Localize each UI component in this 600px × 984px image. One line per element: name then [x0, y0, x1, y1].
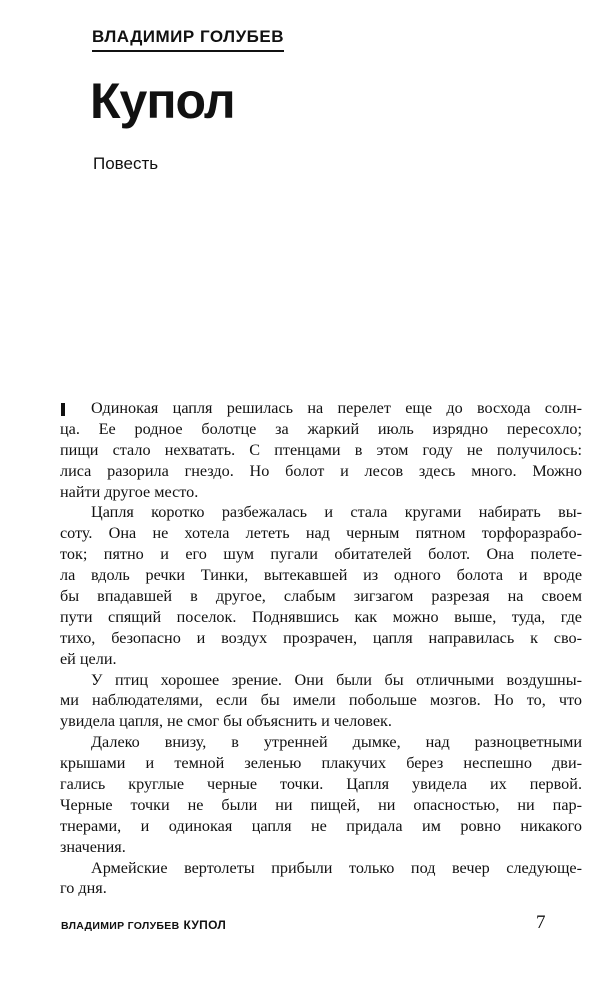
text-line: лиса разорила гнездо. Но болот и лесов здесь много. Можно	[60, 461, 582, 480]
text-line: Армейские вертолеты прибыли только под вечер следующе-	[91, 858, 582, 877]
text-line: ток; пятно и его шум пугали обитателей болот. Она полете-	[60, 545, 582, 564]
text-line: тихо, безопасно и воздух прозрачен, цапля направилась к сво-	[60, 628, 582, 647]
text-line: пищи стало нехватать. С птенцами в этом году не получилось:	[60, 440, 582, 459]
text-line: ми наблюдателями, если бы имели побольше мозгов. Но то, что	[60, 691, 582, 710]
text-line: ца. Ее родное болотце за жаркий июль изрядно пересохло;	[60, 419, 582, 438]
footer-title: КУПОЛ	[183, 918, 227, 932]
paragraph	[60, 858, 582, 900]
text-line: Цапля коротко разбежалась и стала кругами набирать вы-	[91, 503, 582, 522]
footer-author: ВЛАДИМИР ГОЛУБЕВ	[61, 920, 180, 932]
text-line: Далеко внизу, в утренней дымке, над разноцветными	[91, 733, 582, 752]
text-line: гались круглые черные точки. Цапля увидела их первой.	[60, 775, 582, 794]
paragraph	[60, 670, 582, 733]
text-line: тнерами, и одинокая цапля не придала им ровно никакого	[60, 816, 582, 835]
page-number: 7	[536, 912, 546, 933]
paragraph	[60, 732, 582, 857]
text-line: Черные точки не были ни пищей, ни опасностью, ни пар-	[60, 795, 582, 814]
text-line: У птиц хорошее зрение. Они были бы отличными воздушны-	[91, 670, 582, 689]
paragraph	[60, 398, 582, 502]
text-line: значения.	[60, 837, 126, 856]
text-line: соту. Она не хотела лететь над черным пятном торфоразрабо-	[60, 524, 582, 543]
text-line: ла вдоль речки Тинки, вытекавшей из одного болота и вроде	[60, 566, 582, 585]
author-name: ВЛАДИМИР ГОЛУБЕВ	[92, 27, 284, 52]
genre-subtitle: Повесть	[93, 154, 159, 173]
text-line: ей цели.	[60, 649, 117, 668]
text-line: крышами и темной зеленью плакучих берез неспешно дви-	[60, 754, 582, 773]
paragraph	[60, 502, 582, 669]
body-text	[60, 398, 582, 899]
text-line: Одинокая цапля решилась на перелет еще до восхода солн-	[91, 399, 582, 417]
text-line: пути спящий поселок. Поднявшись как можно выше, туда, где	[60, 607, 582, 626]
text-line: го дня.	[60, 879, 107, 898]
running-footer	[61, 918, 226, 932]
book-title: Купол	[90, 73, 235, 129]
text-line: бы впадавшей в другое, слабым зигзагом разрезая на своем	[60, 587, 582, 606]
text-line: найти другое место.	[60, 482, 199, 501]
text-line: увидела цапля, не смог бы объяснить и человек.	[60, 712, 392, 731]
